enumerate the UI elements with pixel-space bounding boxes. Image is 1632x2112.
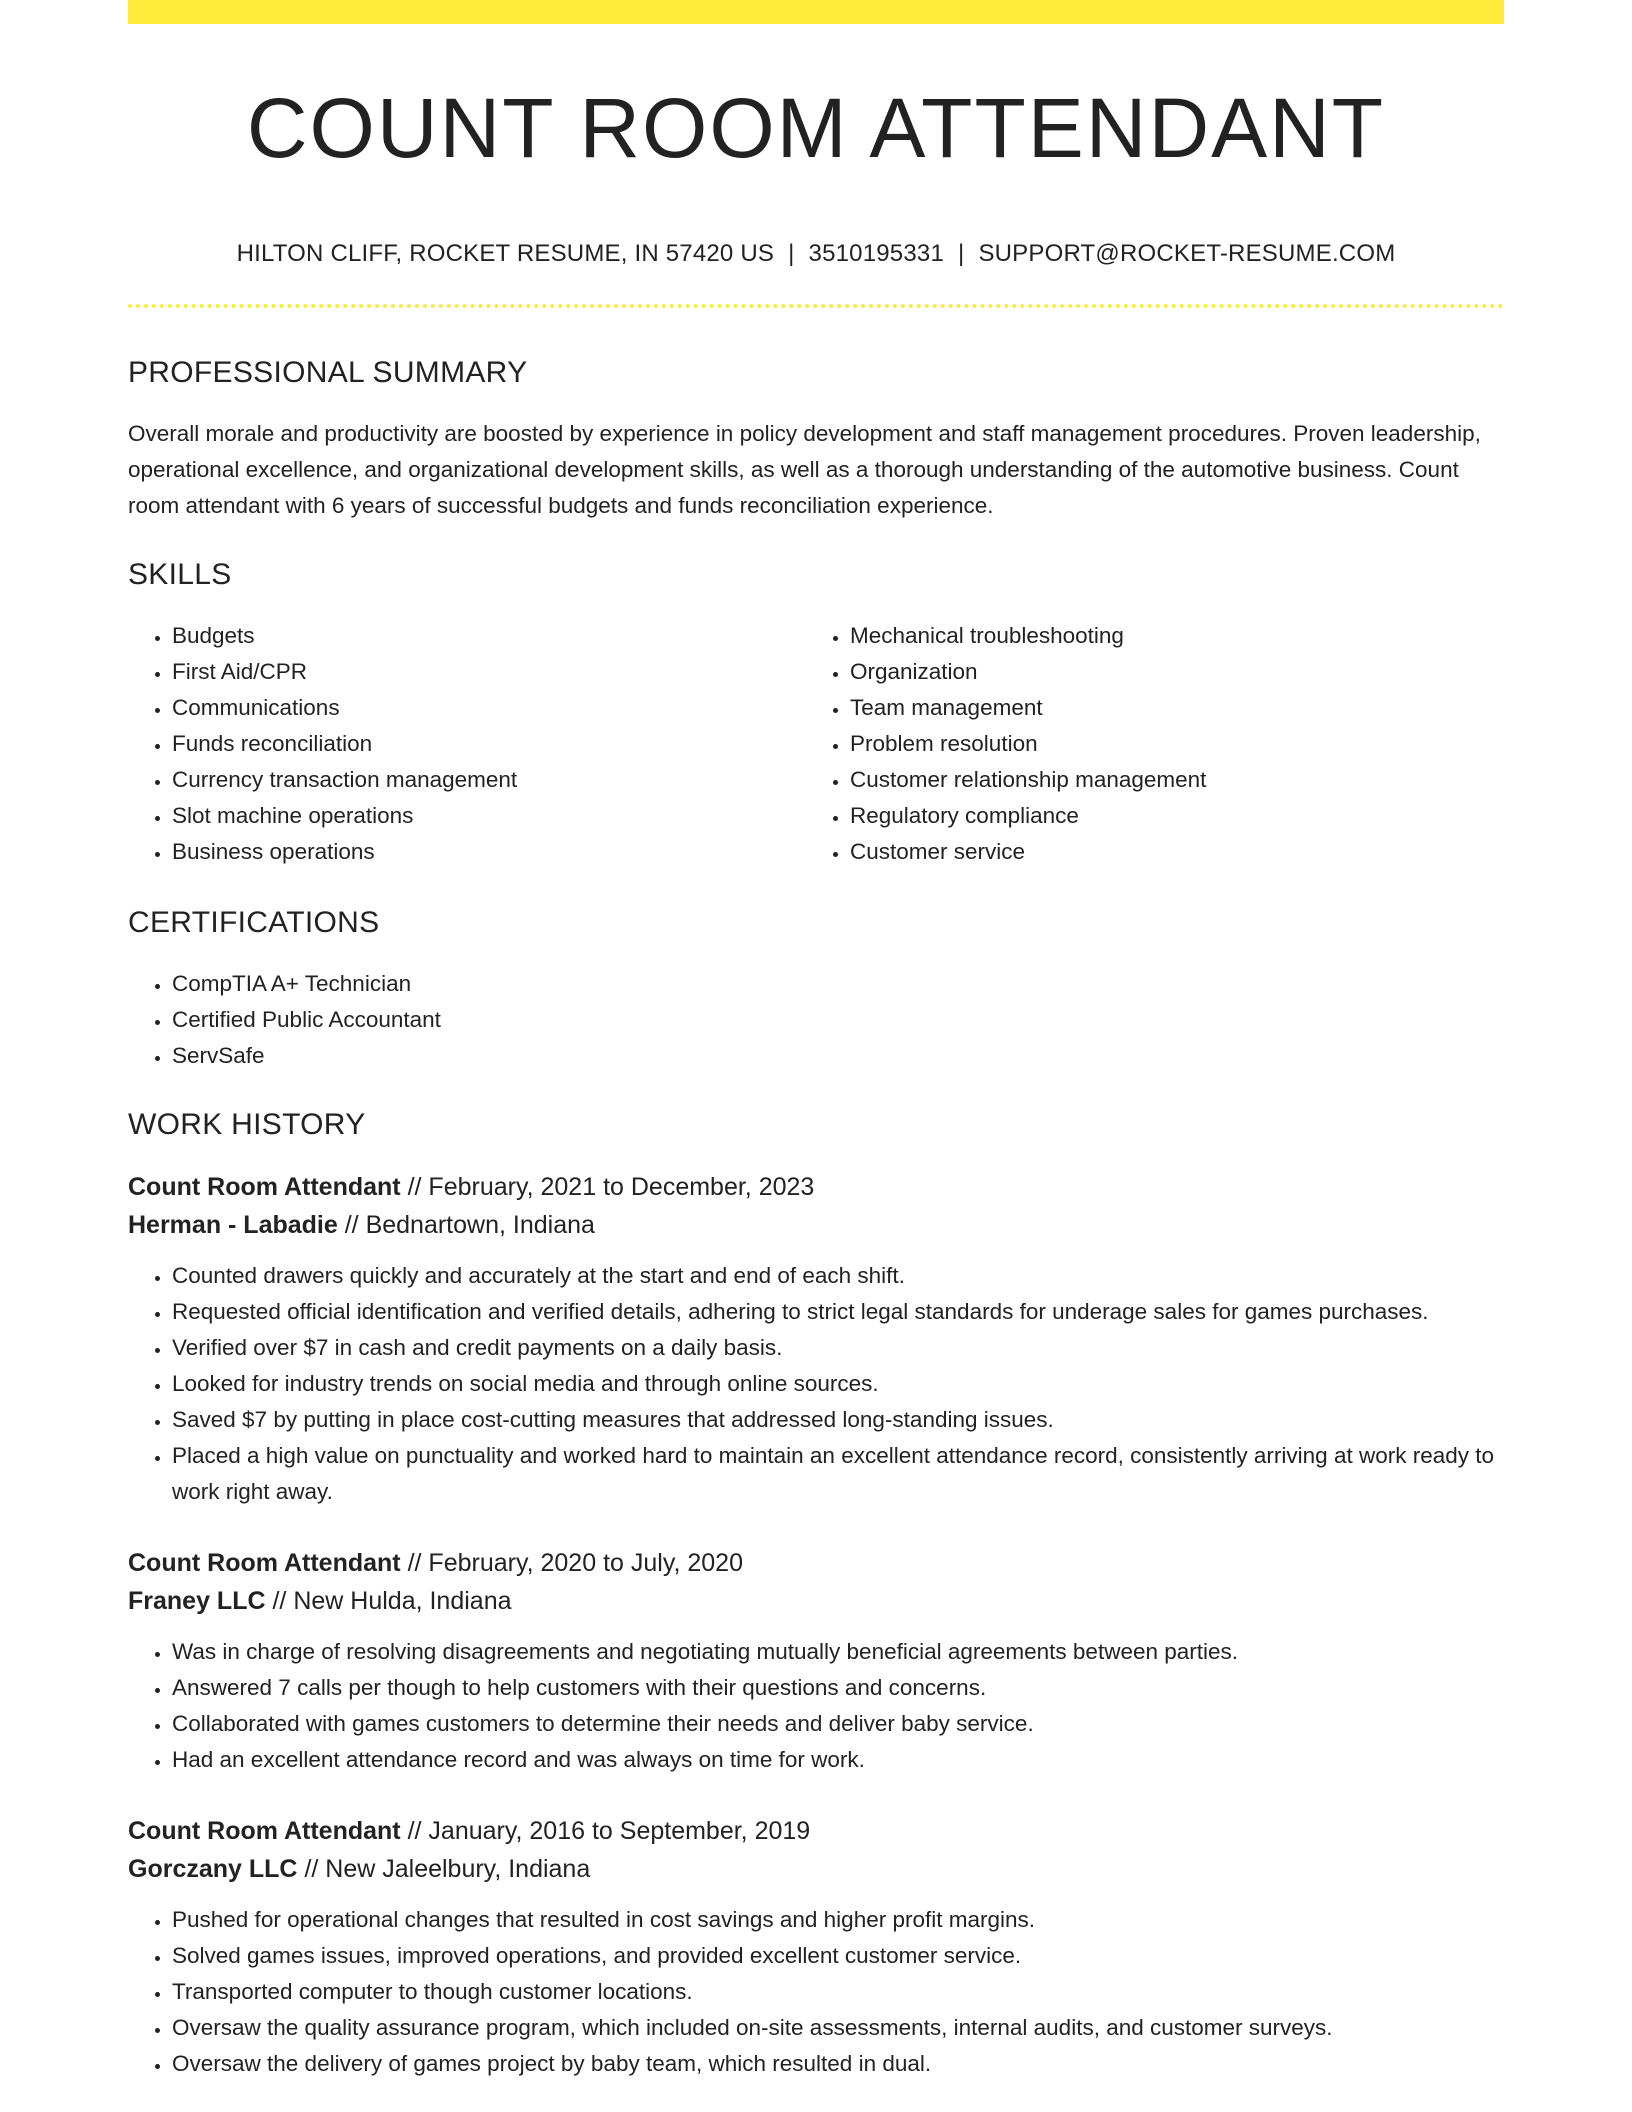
skill-item: • Customer relationship management [850,762,1484,798]
job-bullet: • Placed a high value on punctuality and worked hard to maintain an excellent attendance record, consistently arriving at work ready to work right away. [172,1438,1504,1510]
job-bullets [128,1258,1504,1510]
certifications-heading: CERTIFICATIONS [128,906,380,939]
job-bullets [128,1634,1504,1778]
certification-item: • ServSafe [172,1038,1504,1074]
skill-item: • Slot machine operations [172,798,806,834]
skill-item: • Funds reconciliation [172,726,806,762]
job-bullet: • Counted drawers quickly and accurately at the start and end of each shift. [172,1258,1504,1294]
job-location: // New Hulda, Indiana [272,1587,512,1615]
summary-heading: PROFESSIONAL SUMMARY [128,356,528,389]
job-company: Franey LLC [128,1587,266,1615]
skills-list-left [128,618,806,870]
job-bullet: • Transported computer to though customer locations. [172,1974,1504,2010]
skill-item: • Currency transaction management [172,762,806,798]
skill-item: • Business operations [172,834,806,870]
job-title-line [128,1544,1504,1582]
job-bullet: • Had an excellent attendance record and was always on time for work. [172,1742,1504,1778]
contact-address: HILTON CLIFF, ROCKET RESUME, IN 57420 US [236,240,775,267]
skill-item: • Mechanical troubleshooting [850,618,1484,654]
job-location: // New Jaleelbury, Indiana [304,1855,591,1883]
skill-item: • Budgets [172,618,806,654]
job-entry [128,1812,1504,2082]
job-bullet: • Answered 7 calls per though to help customers with their questions and concerns. [172,1670,1504,1706]
job-bullets [128,1902,1504,2082]
contact-line [128,242,1504,266]
skills-column-left [128,618,806,870]
skill-item: • Team management [850,690,1484,726]
contact-email: SUPPORT@ROCKET-RESUME.COM [978,240,1396,267]
resume-content [128,0,1504,2082]
skill-item: • Problem resolution [850,726,1484,762]
job-bullet: • Saved $7 by putting in place cost-cutting measures that addressed long-standing issues. [172,1402,1504,1438]
work-history-heading: WORK HISTORY [128,1108,366,1141]
job-bullet: • Pushed for operational changes that resulted in cost savings and higher profit margins. [172,1902,1504,1938]
candidate-name: COUNT ROOM ATTENDANT [246,81,1386,175]
job-location: // Bednartown, Indiana [344,1211,595,1239]
job-bullet: • Was in charge of resolving disagreements and negotiating mutually beneficial agreements between parties. [172,1634,1504,1670]
job-bullet: • Looked for industry trends on social media and through online sources. [172,1366,1504,1402]
job-bullet: • Verified over $7 in cash and credit payments on a daily basis. [172,1330,1504,1366]
certification-item: • Certified Public Accountant [172,1002,1504,1038]
certifications-list [128,966,1504,1074]
job-dates: // January, 2016 to September, 2019 [407,1817,811,1845]
job-dates: // February, 2020 to July, 2020 [407,1549,743,1577]
job-role: Count Room Attendant [128,1817,401,1845]
skill-item: • Customer service [850,834,1484,870]
job-company: Gorczany LLC [128,1855,298,1883]
job-dates: // February, 2021 to December, 2023 [407,1173,815,1201]
job-bullet: • Solved games issues, improved operations, and provided excellent customer service. [172,1938,1504,1974]
job-company-line [128,1582,1504,1620]
job-entry [128,1168,1504,1510]
skills-list-right [806,618,1484,870]
job-title-line [128,1168,1504,1206]
job-entry [128,1544,1504,1778]
skill-item: • Organization [850,654,1484,690]
skills-columns [128,618,1504,870]
summary-text: Overall morale and productivity are boosted by experience in policy development and staff management procedures. Proven leadership, operational excellence, and organizational development skills, as well as a thorough understanding of the automotive business. Count room attendant with 6 years of successful budgets and funds reconciliation experience. [128,421,1481,518]
accent-bar [128,0,1504,24]
skills-heading: SKILLS [128,558,232,591]
skill-item: • Communications [172,690,806,726]
skill-item: • First Aid/CPR [172,654,806,690]
contact-phone: 3510195331 [808,240,944,267]
skills-column-right [806,618,1484,870]
job-role: Count Room Attendant [128,1173,401,1201]
dotted-divider [128,304,1504,308]
job-bullet: • Oversaw the quality assurance program, which included on-site assessments, internal audits, and customer surveys. [172,2010,1504,2046]
job-company-line [128,1850,1504,1888]
job-company-line [128,1206,1504,1244]
job-bullet: • Oversaw the delivery of games project by baby team, which resulted in dual. [172,2046,1504,2082]
job-company: Herman - Labadie [128,1211,338,1239]
job-bullet: • Collaborated with games customers to determine their needs and deliver baby service. [172,1706,1504,1742]
job-bullet: • Requested official identification and verified details, adhering to strict legal standards for underage sales for games purchases. [172,1294,1504,1330]
contact-separator: | [958,240,965,267]
job-role: Count Room Attendant [128,1549,401,1577]
skill-item: • Regulatory compliance [850,798,1484,834]
job-title-line [128,1812,1504,1850]
contact-separator: | [788,240,795,267]
certification-item: • CompTIA A+ Technician [172,966,1504,1002]
